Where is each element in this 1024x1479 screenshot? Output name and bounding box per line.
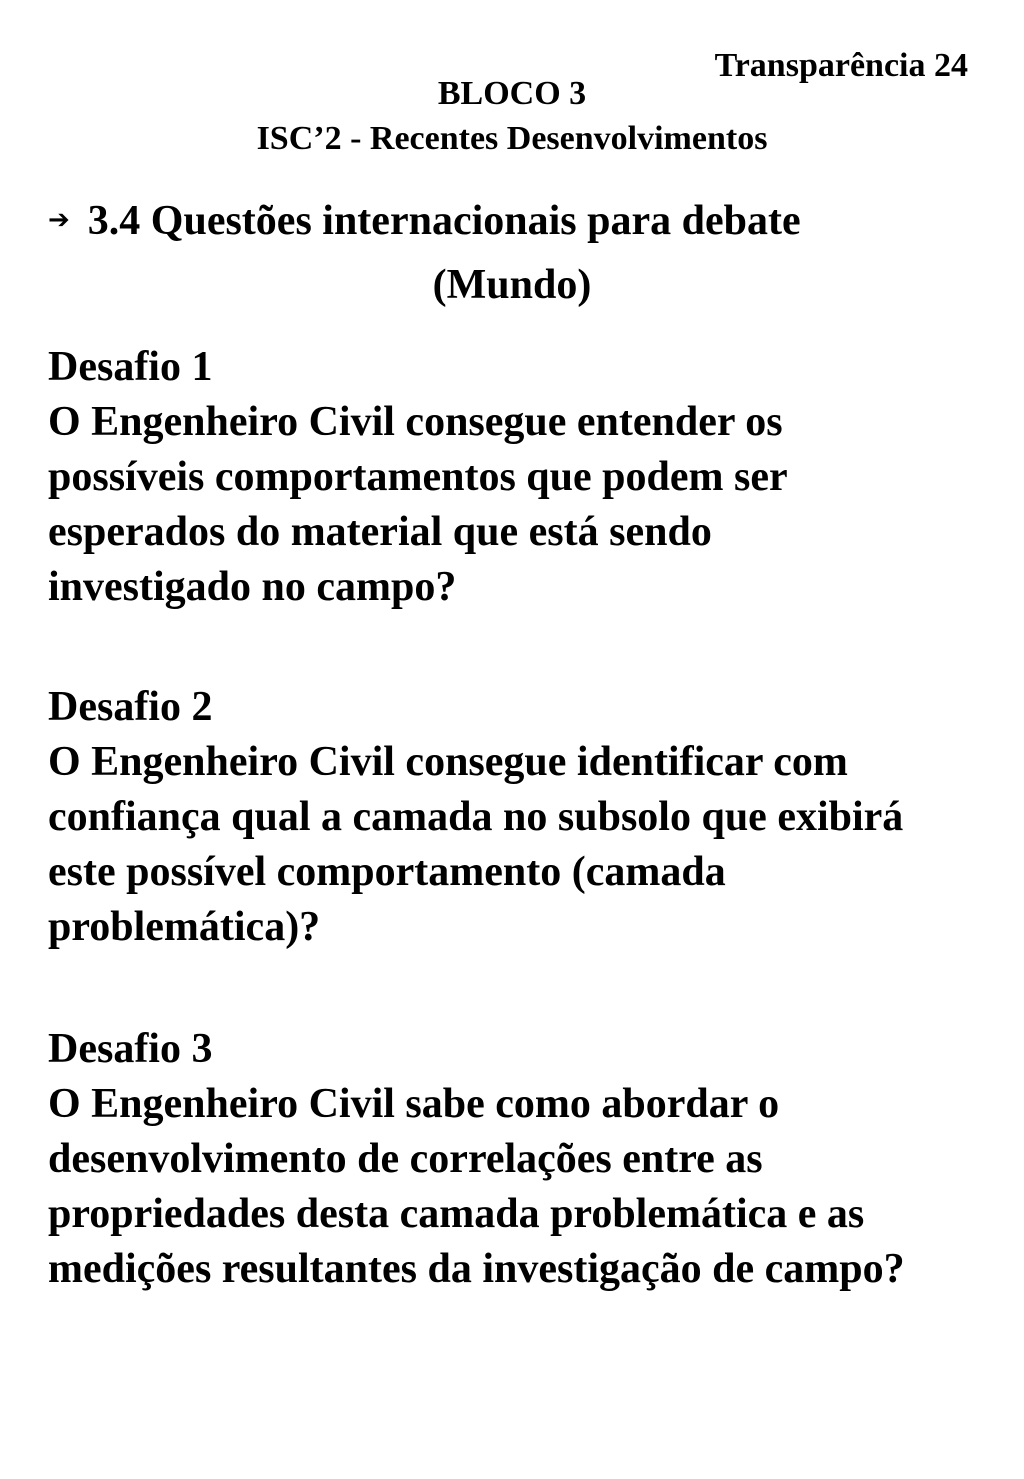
slide-number: Transparência 24 [714, 47, 968, 84]
challenge-line: O Engenheiro Civil consegue entender os [48, 399, 783, 445]
challenge-title: Desafio 1 [48, 344, 213, 390]
challenge-3 [48, 1022, 988, 1297]
challenge-line: problemática)? [48, 904, 321, 950]
challenge-line: desenvolvimento de correlações entre as [48, 1136, 763, 1182]
right-arrow-icon: ➔ [48, 205, 70, 235]
section-heading [48, 194, 801, 247]
section-heading-line2: (Mundo) [432, 262, 592, 308]
challenge-line: possíveis comportamentos que podem ser [48, 454, 788, 500]
challenge-line: O Engenheiro Civil consegue identificar com [48, 739, 848, 785]
section-heading-text: 3.4 Questões internacionais para debate [87, 198, 801, 244]
challenge-2 [48, 680, 988, 955]
challenge-line: O Engenheiro Civil sabe como abordar o [48, 1081, 780, 1127]
challenge-1 [48, 340, 988, 615]
challenge-title: Desafio 3 [48, 1026, 213, 1072]
challenge-title: Desafio 2 [48, 684, 213, 730]
block-title: BLOCO 3 [437, 75, 587, 112]
challenge-line: propriedades desta camada problemática e as [48, 1191, 865, 1237]
challenge-line: este possível comportamento (camada [48, 849, 726, 895]
challenge-line: medições resultantes da investigação de campo? [48, 1246, 905, 1292]
challenge-line: esperados do material que está sendo [48, 509, 712, 555]
challenge-line: investigado no campo? [48, 564, 457, 610]
challenge-line: confiança qual a camada no subsolo que exibirá [48, 794, 904, 840]
block-subtitle: ISC’2 - Recentes Desenvolvimentos [256, 120, 768, 157]
